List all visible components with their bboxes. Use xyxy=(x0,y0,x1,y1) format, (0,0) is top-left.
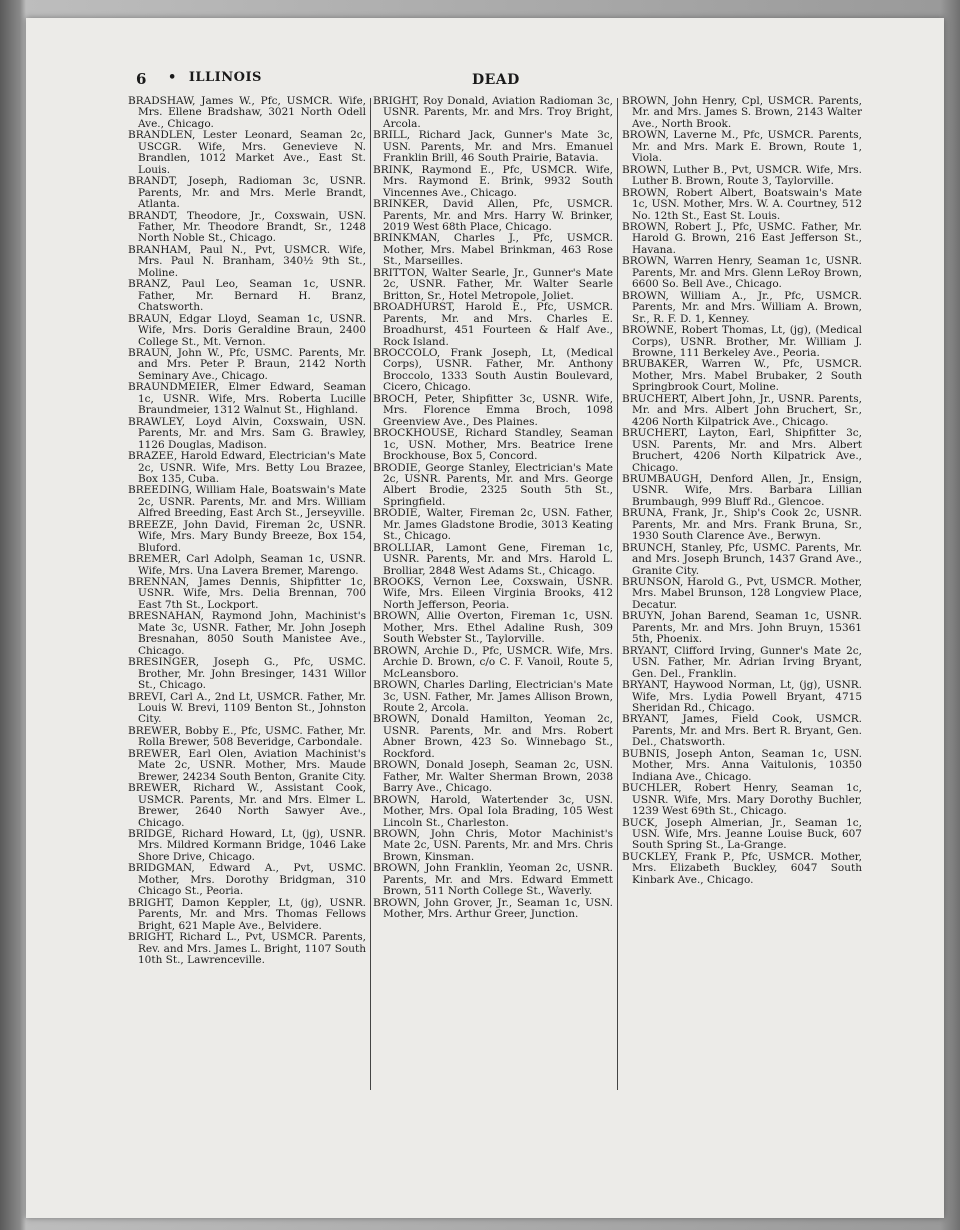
column-divider xyxy=(370,98,371,1090)
casualty-entry: BRITTON, Walter Searle, Jr., Gunner's Mate 2c, USNR. Father, Mr. Walter Searle Britton, Sr., Hotel Metropole, Joliet. xyxy=(373,266,613,302)
casualty-entry: BRINKMAN, Charles J., Pfc, USMCR. Mother, Mrs. Mabel Brinkman, 463 Rose St., Marseilles. xyxy=(373,232,613,268)
casualty-entry: BROWN, Laverne M., Pfc, USMCR. Parents, Mr. and Mrs. Mark E. Brown, Route 1, Viola. xyxy=(622,129,862,165)
state-heading xyxy=(168,70,262,85)
casualty-entry: BRYANT, Haywood Norman, Lt, (jg), USNR. Wife, Mrs. Lydia Powell Bryant, 4715 Sheridan Rd., Chicago. xyxy=(622,679,862,715)
casualty-entry: BREWER, Richard W., Assistant Cook, USMCR. Parents, Mr. and Mrs. Elmer L. Brewer, 2640 North Sawyer Ave., Chicago. xyxy=(128,782,366,829)
casualty-entry: BRUCHERT, Albert John, Jr., USNR. Parents, Mr. and Mrs. Albert John Bruchert, Sr., 4206 North Kilpatrick Ave., Chicago. xyxy=(622,392,862,428)
casualty-entry: BROWN, John Henry, Cpl, USMCR. Parents, Mr. and Mrs. James S. Brown, 2143 Walter Ave., North Brook. xyxy=(622,96,862,130)
casualty-entry: BROCH, Peter, Shipfitter 3c, USNR. Wife, Mrs. Florence Emma Broch, 1098 Greenview Ave., Des Plaines. xyxy=(373,392,613,428)
casualty-entry: BROADHURST, Harold E., Pfc, USMCR. Parents, Mr. and Mrs. Charles E. Broadhurst, 451 Fourteen & Half Ave., Rock Island. xyxy=(373,301,613,348)
casualty-entry: BRINKER, David Allen, Pfc, USMCR. Parents, Mr. and Mrs. Harry W. Brinker, 2019 West 68th Place, Chicago. xyxy=(373,198,613,233)
casualty-entry: BROWN, John Chris, Motor Machinist's Mate 2c, USN. Parents, Mr. and Mrs. Chris Brown, Kinsman. xyxy=(373,828,613,863)
casualty-entry: BROWN, Robert Albert, Boatswain's Mate 1c, USN. Mother, Mrs. W. A. Courtney, 512 No. 12th St., East St. Louis. xyxy=(622,186,862,222)
casualty-entry: BRAUN, Edgar Lloyd, Seaman 1c, USNR. Wife, Mrs. Doris Geraldine Braun, 2400 College St., Mt. Vernon. xyxy=(128,312,366,348)
casualty-entry: BROWN, Donald Joseph, Seaman 2c, USN. Father, Mr. Walter Sherman Brown, 2038 Barry Ave., Chicago. xyxy=(373,759,613,795)
entries-column-3 xyxy=(622,96,862,1096)
casualty-entry: BRIDGE, Richard Howard, Lt, (jg), USNR. Mrs. Mildred Kormann Bridge, 1046 Lake Shore Drive, Chicago. xyxy=(128,828,366,863)
casualty-entry: BRANDT, Theodore, Jr., Coxswain, USN. Father, Mr. Theodore Brandt, Sr., 1248 North Noble St., Chicago. xyxy=(128,209,366,245)
casualty-entry: BROWN, Charles Darling, Electrician's Mate 3c, USN. Father, Mr. James Allison Brown, Route 2, Arcola. xyxy=(373,679,613,715)
casualty-entry: BRANZ, Paul Leo, Seaman 1c, USNR. Father, Mr. Bernard H. Branz, Chatsworth. xyxy=(128,278,366,314)
state-name: ILLINOIS xyxy=(188,70,262,85)
casualty-entry: BRYANT, Clifford Irving, Gunner's Mate 2c, USN. Father, Mr. Adrian Irving Bryant, Gen. Del., Franklin. xyxy=(622,644,862,680)
casualty-entry: BRUYN, Johan Barend, Seaman 1c, USNR. Parents, Mr. and Mrs. John Bruyn, 15361 5th, Phoenix. xyxy=(622,610,862,646)
casualty-entry: BRUMBAUGH, Denford Allen, Jr., Ensign, USNR. Wife, Mrs. Barbara Lillian Brumbaugh, 999 Bluff Rd., Glencoe. xyxy=(622,472,862,508)
page-number: 6 xyxy=(136,70,147,88)
casualty-entry: BROCCOLO, Frank Joseph, Lt, (Medical Corps), USNR. Father, Mr. Anthony Broccolo, 1333 South Austin Boulevard, Cicero, Chicago. xyxy=(373,346,613,394)
casualty-entry: BROWN, John Grover, Jr., Seaman 1c, USN. Mother, Mrs. Arthur Greer, Junction. xyxy=(373,896,613,921)
casualty-entry: BRESNAHAN, Raymond John, Machinist's Mate 3c, USNR. Father, Mr. John Joseph Bresnahan, 8050 South Manistee Ave., Chicago. xyxy=(128,610,366,657)
header-bullet: • xyxy=(168,70,177,85)
casualty-entry: BRIGHT, Richard L., Pvt, USMCR. Parents, Rev. and Mrs. James L. Bright, 1107 South 10th St., Lawrenceville. xyxy=(128,931,366,966)
casualty-entry: BRODIE, George Stanley, Electrician's Mate 2c, USNR. Parents, Mr. and Mrs. George Albert Brodie, 2325 South 5th St., Springfield. xyxy=(373,461,613,508)
casualty-entry: BROWN, John Franklin, Yeoman 2c, USNR. Parents, Mr. and Mrs. Edward Emmett Brown, 511 North College St., Waverly. xyxy=(373,862,613,898)
casualty-entry: BRAZEE, Harold Edward, Electrician's Mate 2c, USNR. Wife, Mrs. Betty Lou Brazee, Box 135, Cuba. xyxy=(128,450,366,485)
casualty-entry: BRUNSON, Harold G., Pvt, USMCR. Mother, Mrs. Mabel Brunson, 128 Longview Place, Decatur. xyxy=(622,576,862,611)
casualty-entry: BREEZE, John David, Fireman 2c, USNR. Wife, Mrs. Mary Bundy Breeze, Box 154, Bluford. xyxy=(128,518,366,554)
casualty-entry: BREMER, Carl Adolph, Seaman 1c, USNR. Wife, Mrs. Una Lavera Bremer, Marengo. xyxy=(128,553,366,577)
column-divider xyxy=(617,98,618,1090)
casualty-entry: BRIGHT, Roy Donald, Aviation Radioman 3c, USNR. Parents, Mr. and Mrs. Troy Bright, Arcola. xyxy=(373,96,613,130)
casualty-entry: BRIDGMAN, Edward A., Pvt, USMC. Mother, Mrs. Dorothy Bridgman, 310 Chicago St., Peoria. xyxy=(128,862,366,898)
casualty-entry: BRILL, Richard Jack, Gunner's Mate 3c, USN. Parents, Mr. and Mrs. Emanuel Franklin Brill, 46 South Prairie, Batavia. xyxy=(373,129,613,165)
casualty-entry: BRAUN, John W., Pfc, USMC. Parents, Mr. and Mrs. Peter P. Braun, 2142 North Seminary Ave., Chicago. xyxy=(128,346,366,382)
casualty-entry: BRANDLEN, Lester Leonard, Seaman 2c, USCGR. Wife, Mrs. Genevieve N. Brandlen, 1012 Market Ave., East St. Louis. xyxy=(128,129,366,176)
casualty-entry: BREVI, Carl A., 2nd Lt, USMCR. Father, Mr. Louis W. Brevi, 1109 Benton St., Johnston City. xyxy=(128,690,366,726)
casualty-entry: BROWNE, Robert Thomas, Lt, (jg), (Medical Corps), USNR. Brother, Mr. William J. Browne, 111 Berkeley Ave., Peoria. xyxy=(622,324,862,359)
casualty-entry: BUCK, Joseph Almerian, Jr., Seaman 1c, USN. Wife, Mrs. Jeanne Louise Buck, 607 South Spring St., La-Grange. xyxy=(622,816,862,852)
casualty-entry: BRODIE, Walter, Fireman 2c, USN. Father, Mr. James Gladstone Brodie, 3013 Keating St., Chicago. xyxy=(373,507,613,543)
casualty-entry: BRINK, Raymond E., Pfc, USMCR. Wife, Mrs. Raymond E. Brink, 9932 South Vincennes Ave., Chicago. xyxy=(373,163,613,199)
casualty-entry: BRANHAM, Paul N., Pvt, USMCR. Wife, Mrs. Paul N. Branham, 340½ 9th St., Moline. xyxy=(128,243,366,279)
casualty-entry: BROWN, Allie Overton, Fireman 1c, USN. Mother, Mrs. Ethel Adaline Rush, 309 South Webster St., Taylorville. xyxy=(373,610,613,646)
casualty-entry: BRADSHAW, James W., Pfc, USMCR. Wife, Mrs. Ellene Bradshaw, 3021 North Odell Ave., Chicago. xyxy=(128,96,366,130)
casualty-entry: BRANDT, Joseph, Radioman 3c, USNR. Parents, Mr. and Mrs. Merle Brandt, Atlanta. xyxy=(128,175,366,211)
casualty-entry: BRAWLEY, Loyd Alvin, Coxswain, USN. Parents, Mr. and Mrs. Sam G. Brawley, 1126 Douglas, Madison. xyxy=(128,415,366,451)
casualty-entry: BROWN, Donald Hamilton, Yeoman 2c, USNR. Parents, Mr. and Mrs. Robert Abner Brown, 423 So. Winnebago St., Rockford. xyxy=(373,713,613,760)
casualty-entry: BRUBAKER, Warren W., Pfc, USMCR. Mother, Mrs. Mabel Brubaker, 2 South Springbrook Court, Moline. xyxy=(622,358,862,394)
casualty-entry: BRIGHT, Damon Keppler, Lt, (jg), USNR. Parents, Mr. and Mrs. Thomas Fellows Bright, 621 Maple Ave., Belvidere. xyxy=(128,896,366,932)
casualty-entry: BROCKHOUSE, Richard Standley, Seaman 1c, USN. Mother, Mrs. Beatrice Irene Brockhouse, Box 5, Concord. xyxy=(373,427,613,463)
casualty-entry: BRAUNDMEIER, Elmer Edward, Seaman 1c, USNR. Wife, Mrs. Roberta Lucille Braundmeier, 1312 Walnut St., Highland. xyxy=(128,381,366,417)
casualty-entry: BROWN, Robert J., Pfc, USMC. Father, Mr. Harold G. Brown, 216 East Jefferson St., Havana. xyxy=(622,220,862,256)
section-title: DEAD xyxy=(472,72,520,88)
casualty-entry: BRYANT, James, Field Cook, USMCR. Parents, Mr. and Mrs. Bert R. Bryant, Gen. Del., Chatsworth. xyxy=(622,713,862,749)
casualty-entry: BUBNIS, Joseph Anton, Seaman 1c, USN. Mother, Mrs. Anna Vaitulonis, 10350 Indiana Ave., Chicago. xyxy=(622,747,862,783)
entries-column-2 xyxy=(373,96,613,1096)
casualty-entry: BROWN, Archie D., Pfc, USMCR. Wife, Mrs. Archie D. Brown, c/o C. F. Vanoil, Route 5, McLeansboro. xyxy=(373,644,613,680)
casualty-entry: BREWER, Earl Olen, Aviation Machinist's Mate 2c, USNR. Mother, Mrs. Maude Brewer, 24234 South Benton, Granite City. xyxy=(128,747,366,783)
casualty-entry: BRUNA, Frank, Jr., Ship's Cook 2c, USNR. Parents, Mr. and Mrs. Frank Bruna, Sr., 1930 South Clarence Ave., Berwyn. xyxy=(622,507,862,543)
casualty-entry: BUCHLER, Robert Henry, Seaman 1c, USNR. Wife, Mrs. Mary Dorothy Buchler, 1239 West 69th St., Chicago. xyxy=(622,782,862,818)
casualty-entry: BROOKS, Vernon Lee, Coxswain, USNR. Wife, Mrs. Eileen Virginia Brooks, 412 North Jefferson, Peoria. xyxy=(373,576,613,611)
casualty-entry: BROWN, Warren Henry, Seaman 1c, USNR. Parents, Mr. and Mrs. Glenn LeRoy Brown, 6600 So. Bell Ave., Chicago. xyxy=(622,255,862,291)
casualty-entry: BROWN, William A., Jr., Pfc, USMCR. Parents, Mr. and Mrs. William A. Brown, Sr., R. F. D. 1, Kenney. xyxy=(622,289,862,325)
casualty-entry: BRUCHERT, Layton, Earl, Shipfitter 3c, USN. Parents, Mr. and Mrs. Albert Bruchert, 4206 North Kilpatrick Ave., Chicago. xyxy=(622,427,862,474)
entries-column-1 xyxy=(128,96,366,1096)
casualty-entry: BREEDING, William Hale, Boatswain's Mate 2c, USNR. Parents, Mr. and Mrs. William Alfred Breeding, East Arch St., Jerseyville. xyxy=(128,484,366,520)
casualty-entry: BUCKLEY, Frank P., Pfc, USMCR. Mother, Mrs. Elizabeth Buckley, 6047 South Kinbark Ave., Chicago. xyxy=(622,850,862,886)
casualty-entry: BREWER, Bobby E., Pfc, USMC. Father, Mr. Rolla Brewer, 508 Beveridge, Carbondale. xyxy=(128,724,366,749)
casualty-entry: BRENNAN, James Dennis, Shipfitter 1c, USNR. Wife, Mrs. Delia Brennan, 700 East 7th St., Lockport. xyxy=(128,576,366,611)
casualty-entry: BROLLIAR, Lamont Gene, Fireman 1c, USNR. Parents, Mr. and Mrs. Harold L. Brolliar, 2848 West Adams St., Chicago. xyxy=(373,541,613,577)
casualty-entry: BROWN, Harold, Watertender 3c, USN. Mother, Mrs. Opal Iola Brading, 105 West Lincoln St., Charleston. xyxy=(373,793,613,829)
casualty-entry: BROWN, Luther B., Pvt, USMCR. Wife, Mrs. Luther B. Brown, Route 3, Taylorville. xyxy=(622,163,862,188)
casualty-entry: BRESINGER, Joseph G., Pfc, USMC. Brother, Mr. John Bresinger, 1431 Willor St., Chicago. xyxy=(128,656,366,692)
casualty-entry: BRUNCH, Stanley, Pfc, USMC. Parents, Mr. and Mrs. Joseph Brunch, 1437 Grand Ave., Granite City. xyxy=(622,541,862,577)
